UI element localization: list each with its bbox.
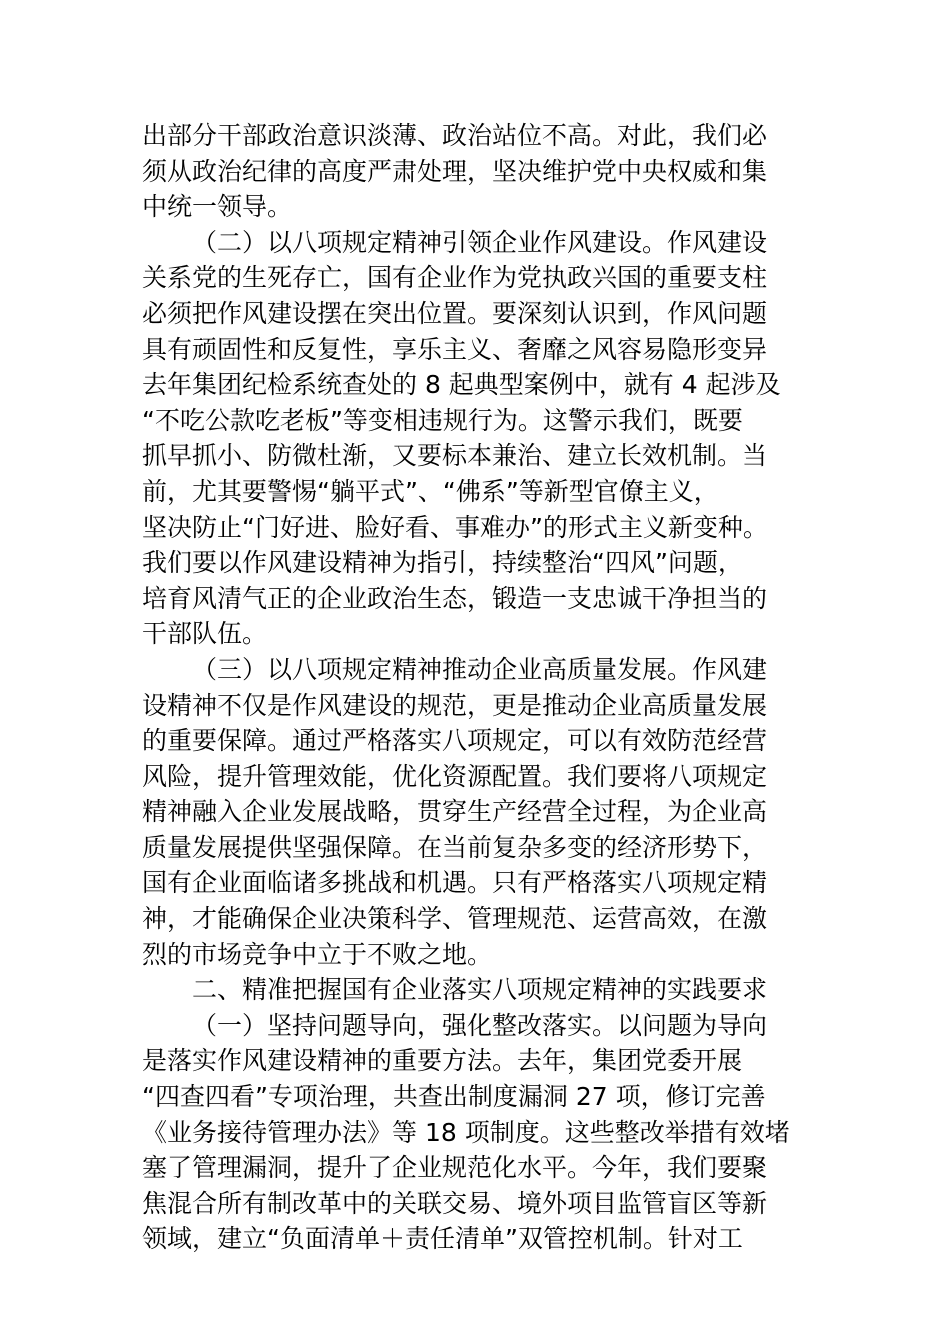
text-line: 培育风清气正的企业政治生态，锻造一支忠诚干净担当的 [142,583,768,613]
text-line: 设精神不仅是作风建设的规范，更是推动企业高质量发展 [142,690,768,720]
text-line: 国有企业面临诸多挑战和机遇。只有严格落实八项规定精 [142,868,768,898]
text-line: 关系党的生死存亡，国有企业作为党执政兴国的重要支柱 [142,263,768,293]
text-line: “不吃公款吃老板”等变相违规行为。这警示我们，既要 [142,405,743,435]
text-line: 塞了管理漏洞，提升了企业规范化水平。今年，我们要聚 [142,1153,768,1183]
document-body [142,118,818,1257]
text-line: 二、精准把握国有企业落实八项规定精神的实践要求 [192,975,768,1005]
text-line: 具有顽固性和反复性，享乐主义、奢靡之风容易隐形变异 [142,334,768,364]
text-line: 去年集团纪检系统查处的 8 起典型案例中，就有 4 起涉及 [142,370,781,400]
text-line: 领域，建立“负面清单＋责任清单”双管控机制。针对工 [142,1224,743,1254]
text-line: 是落实作风建设精神的重要方法。去年，集团党委开展 [142,1046,743,1076]
text-line: “四查四看”专项治理，共查出制度漏洞 27 项，修订完善 [142,1082,766,1112]
text-line: 《业务接待管理办法》等 18 项制度。这些整改举措有效堵 [142,1117,790,1147]
text-line: 焦混合所有制改革中的关联交易、境外项目监管盲区等新 [142,1188,768,1218]
text-line: 前，尤其要警惕“躺平式”、“佛系”等新型官僚主义， [142,476,719,506]
text-line: （三）以八项规定精神推动企业高质量发展。作风建 [192,654,768,684]
text-line: 中统一领导。 [142,192,293,222]
text-line: 神，才能确保企业决策科学、管理规范、运营高效，在激 [142,904,768,934]
text-line: 烈的市场竞争中立于不败之地。 [142,939,493,969]
text-line: 坚决防止“门好进、脸好看、事难办”的形式主义新变种。 [142,512,768,542]
text-line: 抓早抓小、防微杜渐，又要标本兼治、建立长效机制。当 [142,441,768,471]
text-line: 质量发展提供坚强保障。在当前复杂多变的经济形势下， [142,832,768,862]
text-line: （二）以八项规定精神引领企业作风建设。作风建设 [192,227,768,257]
text-line: 精神融入企业发展战略，贯穿生产经营全过程，为企业高 [142,797,768,827]
text-line: 我们要以作风建设精神为指引，持续整治“四风”问题， [142,548,743,578]
text-line: 风险，提升管理效能，优化资源配置。我们要将八项规定 [142,761,768,791]
text-line: 干部队伍。 [142,619,268,649]
text-line: 必须把作风建设摆在突出位置。要深刻认识到，作风问题 [142,298,768,328]
text-line: 须从政治纪律的高度严肃处理，坚决维护党中央权威和集 [142,156,768,186]
text-line: （一）坚持问题导向，强化整改落实。以问题为导向 [192,1010,768,1040]
text-line: 出部分干部政治意识淡薄、政治站位不高。对此，我们必 [142,121,768,150]
text-line: 的重要保障。通过严格落实八项规定，可以有效防范经营 [142,726,768,756]
